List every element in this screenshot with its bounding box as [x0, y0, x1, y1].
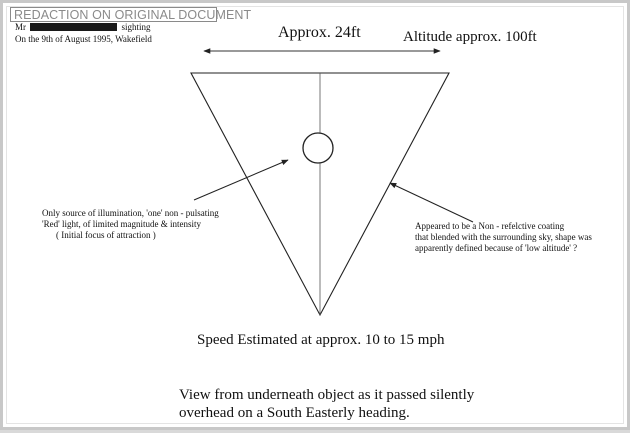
illumination-note-line: Only source of illumination, 'one' non - pulsating: [42, 208, 219, 218]
redaction-bar: [30, 23, 117, 31]
coating-note-line: that blended with the surrounding sky, shape was: [415, 232, 592, 242]
width-label: Approx. 24ft: [278, 24, 361, 41]
coating-note-line: Appeared to be a Non - refelctive coating: [415, 221, 565, 231]
coating-note-line: apparently defined because of 'low altitude' ?: [415, 243, 578, 253]
header-line-1: [15, 22, 151, 33]
red-light-circle: [303, 133, 333, 163]
view-caption-line: overhead on a South Easterly heading.: [179, 405, 410, 421]
right-pointer-arrow: [390, 183, 473, 222]
view-caption: [179, 386, 474, 422]
illumination-note: [42, 208, 219, 241]
header-prefix: Mr: [15, 22, 26, 32]
illumination-note-line: 'Red' light, of limited magnitude & intensity: [42, 219, 201, 229]
header-line-2: On the 9th of August 1995, Wakefield: [15, 34, 152, 44]
view-caption-line: View from underneath object as it passed silently: [179, 387, 475, 403]
altitude-label: Altitude approx. 100ft: [403, 29, 537, 45]
redaction-stamp: REDACTION ON ORIGINAL DOCUMENT: [10, 7, 217, 22]
coating-note: [415, 221, 592, 254]
speed-label: Speed Estimated at approx. 10 to 15 mph: [197, 332, 445, 348]
header-suffix: sighting: [121, 22, 151, 32]
illumination-note-line: ( Initial focus of attraction ): [56, 230, 156, 240]
